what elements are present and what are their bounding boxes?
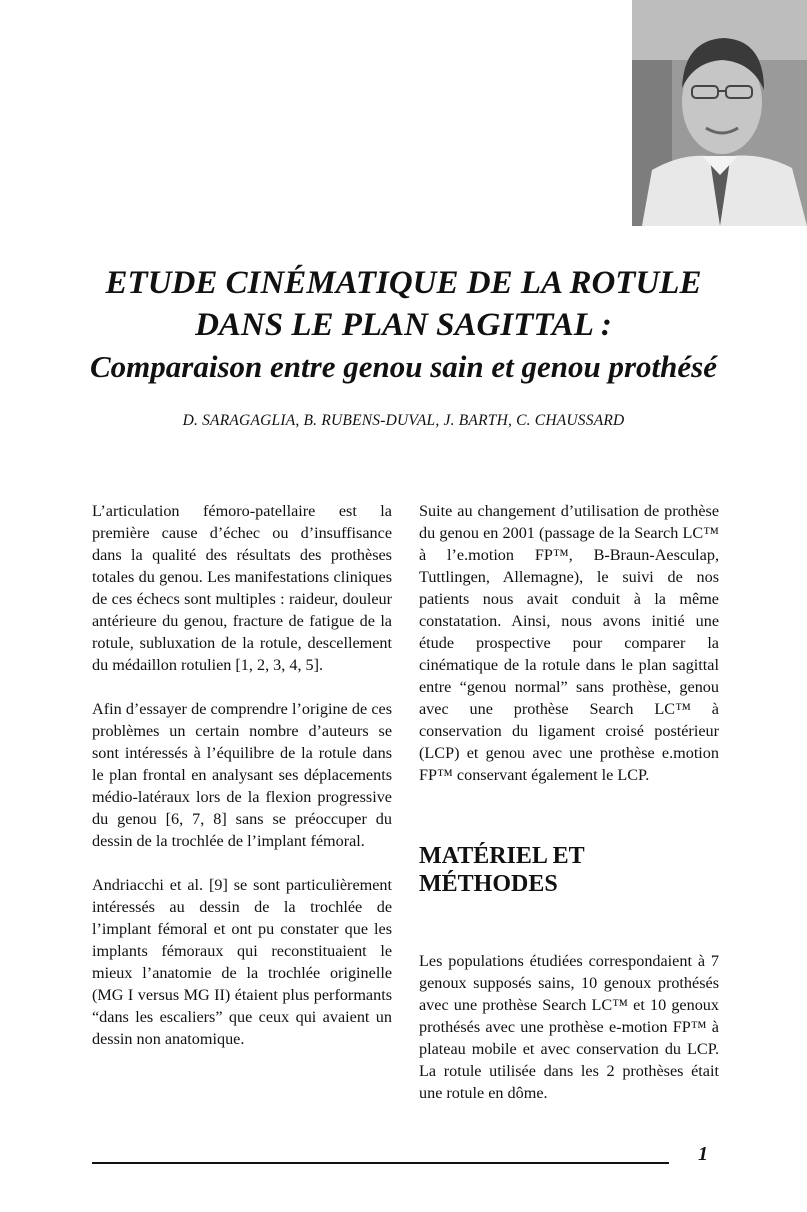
heading-line-2: MÉTHODES <box>419 871 558 897</box>
left-column <box>92 500 392 1072</box>
title-subtitle: Comparaison entre genou sain et genou prothésé <box>90 349 717 384</box>
paragraph: Andriacchi et al. [9] se sont particulièrement intéressés au dessin de la trochlée de l’implant fémoral et ont pu constater que les implants fémoraux qui reconstituaient le mieux l’anatomie de la trochlée originelle (MG I versus MG II) étaient plus performants “dans les escaliers” que ceux qui avaient un dessin non anatomique. <box>92 876 392 1048</box>
title-line-2: DANS LE PLAN SAGITTAL : <box>195 307 612 343</box>
section-heading <box>419 842 719 898</box>
article-title <box>40 262 767 388</box>
title-line-1: ETUDE CINÉMATIQUE DE LA ROTULE <box>105 265 702 301</box>
authors: D. SARAGAGLIA, B. RUBENS-DUVAL, J. BARTH, C. CHAUSSARD <box>182 412 625 429</box>
paragraph: L’articulation fémoro-patellaire est la première cause d’échec ou d’insuffisance dans la qualité des résultats des prothèses totales du genou. Les manifestations cliniques de ces échecs sont multiples : raideur, douleur antérieure du genou, fracture de fatigue de la rotule, subluxation de la rotule, descellement du médaillon rotulien [1, 2, 3, 4, 5]. <box>92 502 392 674</box>
footer-rule <box>92 1162 669 1164</box>
paragraph: Les populations étudiées correspondaient à 7 genoux supposés sains, 10 genoux prothésés avec une prothèse Search LC™ et 10 genoux prothésés avec une prothèse e-motion FP™ à plateau mobile et avec conservation du LCP. La rotule utilisée dans les 2 prothèses était une rotule en dôme. <box>419 952 719 1102</box>
page-number: 1 <box>698 1143 708 1165</box>
paragraph: Afin d’essayer de comprendre l’origine de ces problèmes un certain nombre d’auteurs se sont intéressés à l’équilibre de la rotule dans le plan frontal en analysant ses déplacements médio-latéraux lors de la flexion progressive du genou [6, 7, 8] sans se préoccuper du dessin de la trochlée de l’implant fémoral. <box>92 700 392 850</box>
author-photo <box>632 0 807 226</box>
paragraph: Suite au changement d’utilisation de prothèse du genou en 2001 (passage de la Search LC™ à l’e.motion FP™, B-Braun-Aesculap, Tuttlingen, Allemagne), le suivi de nos patients nous avait conduit à la même constatation. Ainsi, nous avons initié une étude prospective pour comparer la cinématique de la rotule dans le plan sagittal entre “genou normal” sans prothèse, genou avec une prothèse Search LC™ à conservation du ligament croisé postérieur (LCP) et genou avec une prothèse e.motion FP™ conservant également le LCP. <box>419 502 719 784</box>
right-column <box>419 500 719 1126</box>
heading-line-1: MATÉRIEL ET <box>419 843 585 869</box>
